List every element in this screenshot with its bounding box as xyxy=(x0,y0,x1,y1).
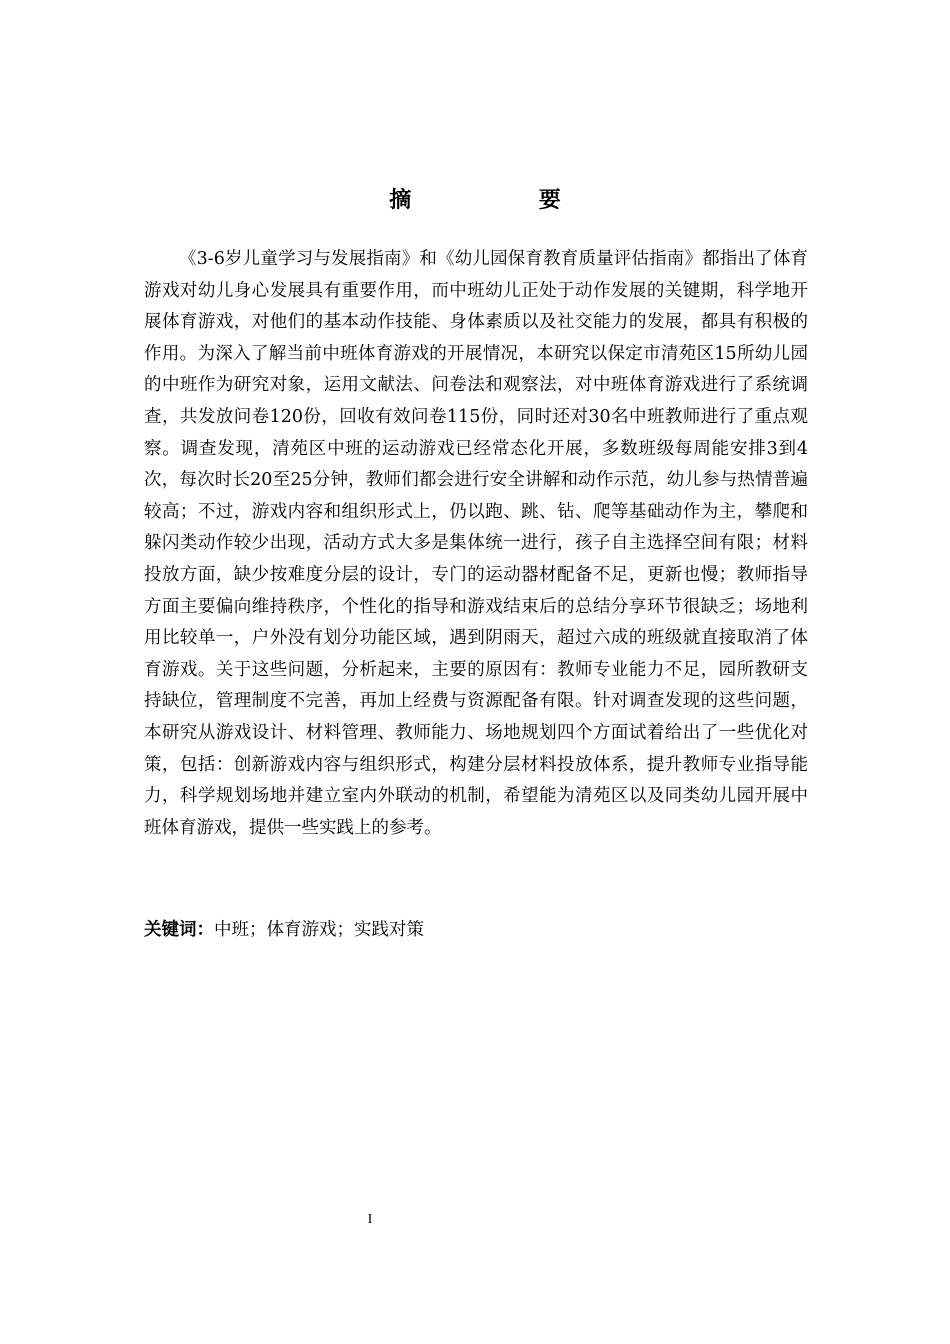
abstract-body: 《3-6岁儿童学习与发展指南》和《幼儿园保育教育质量评估指南》都指出了体育游戏对幼儿身心发展具有重要作用，而中班幼儿正处于动作发展的关键期，科学地开展体育游戏，对他们的基本动作技能、身体素质以及社交能力的发展，都具有积极的作用。为深入了解当前中班体育游戏的开展情况，本研究以保定市清苑区15所幼儿园的中班作为研究对象，运用文献法、问卷法和观察法，对中班体育游戏进行了系统调查，共发放问卷120份，回收有效问卷115份，同时还对30名中班教师进行了重点观察。调查发现，清苑区中班的运动游戏已经常态化开展，多数班级每周能安排3到4次，每次时长20至25分钟，教师们都会进行安全讲解和动作示范，幼儿参与热情普遍较高；不过，游戏内容和组织形式上，仍以跑、跳、钻、爬等基础动作为主，攀爬和躲闪类动作较少出现，活动方式大多是集体统一进行，孩子自主选择空间有限；材料投放方面，缺少按难度分层的设计，专门的运动器材配备不足，更新也慢；教师指导方面主要偏向维持秩序，个性化的指导和游戏结束后的总结分享环节很缺乏；场地利用比较单一，户外没有划分功能区域，遇到阴雨天，超过六成的班级就直接取消了体育游戏。关于这些问题，分析起来，主要的原因有：教师专业能力不足，园所教研支持缺位，管理制度不完善，再加上经费与资源配备有限。针对调查发现的这些问题，本研究从游戏设计、材料管理、教师能力、场地规划四个方面试着给出了一些优化对策，包括：创新游戏内容与组织形式，构建分层材料投放体系，提升教师专业指导能力，科学规划场地并建立室内外联动的机制，希望能为清苑区以及同类幼儿园开展中班体育游戏，提供一些实践上的参考。 xyxy=(144,249,808,838)
keywords-value: 中班；体育游戏；实践对策 xyxy=(214,920,424,940)
keywords-line xyxy=(144,915,808,947)
keywords-label: 关键词： xyxy=(144,920,214,940)
page-number: I xyxy=(367,1212,373,1227)
page-title: 摘 要 xyxy=(389,188,614,213)
